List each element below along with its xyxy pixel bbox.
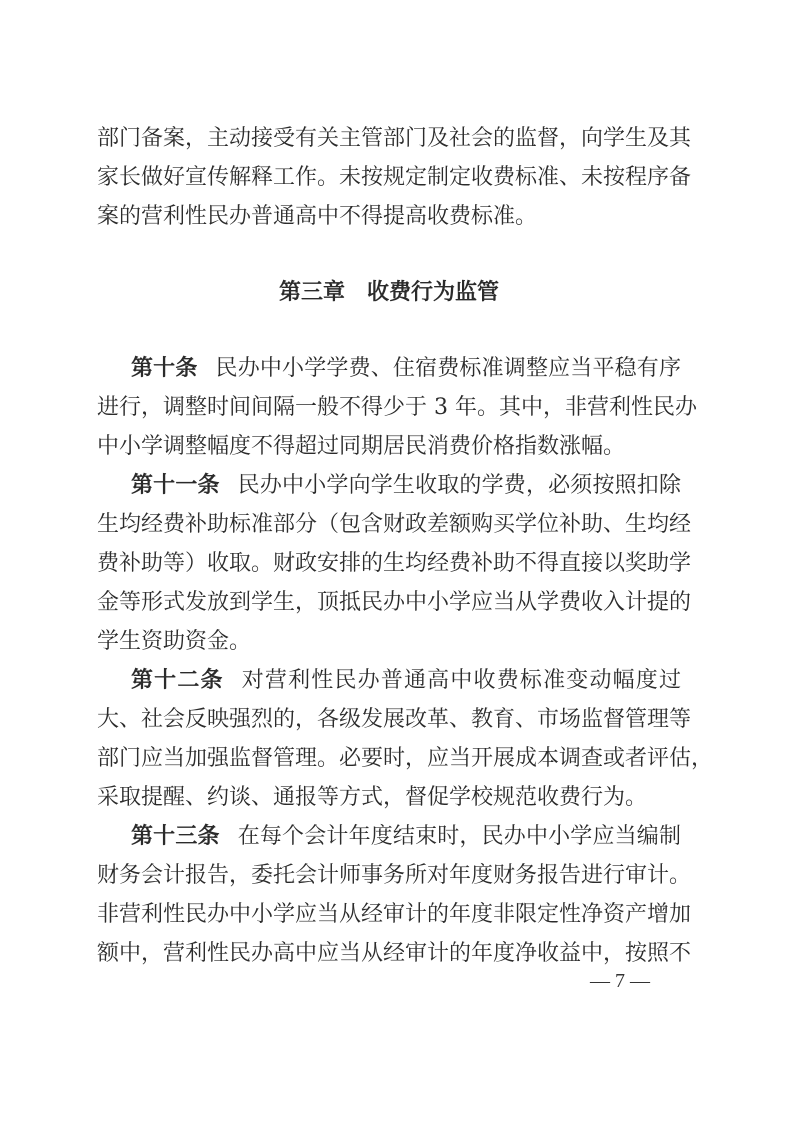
text-line: 费补助等）收取。财政安排的生均经费补助不得直接以奖助学 [97, 551, 692, 576]
article-paragraph [97, 466, 692, 661]
text-line: 部门备案，主动接受有关主管部门及社会的监督，向学生及其 [97, 126, 692, 151]
article-label: 第十条 [131, 356, 198, 381]
text-line: 大、社会反映强烈的，各级发展改革、教育、市场监督管理等 [97, 707, 692, 732]
article-label: 第十二条 [131, 668, 224, 693]
article-paragraph [97, 661, 714, 817]
text-line [97, 466, 681, 505]
articles [97, 349, 714, 973]
article-text: 在每个会计年度结束时，民办中小学应当编制 [237, 824, 681, 849]
page-number: — 7 — [590, 970, 650, 992]
text-line: 进行，调整时间间隔一般不得少于 3 年。其中，非营利性民办 [97, 395, 697, 420]
article-text: 民办中小学学费、住宿费标准调整应当平稳有序 [215, 356, 681, 381]
continuation-paragraph [97, 119, 692, 236]
article-label: 第十三条 [131, 824, 220, 849]
text-line: 非营利性民办中小学应当从经审计的年度非限定性净资产增加 [97, 902, 692, 927]
article-text: 民办中小学向学生收取的学费，必须按照扣除 [237, 473, 681, 498]
article-text: 对营利性民办普通高中收费标准变动幅度过 [241, 668, 681, 693]
text-line: 生均经费补助标准部分（包含财政差额购买学位补助、生均经 [97, 512, 692, 537]
text-line: 部门应当加强监督管理。必要时，应当开展成本调查或者评估， [97, 746, 714, 771]
article-paragraph [97, 349, 697, 466]
chapter-heading: 第三章 收费行为监管 [278, 280, 499, 305]
text-line: 采取提醒、约谈、通报等方式，督促学校规范收费行为。 [97, 785, 648, 810]
text-line [97, 661, 681, 700]
article-label: 第十一条 [131, 473, 220, 498]
text-line: 中小学调整幅度不得超过同期居民消费价格指数涨幅。 [97, 434, 626, 459]
article-paragraph [97, 817, 692, 973]
text-line [97, 349, 681, 388]
text-line: 案的营利性民办普通高中不得提高收费标准。 [97, 204, 538, 229]
text-line: 金等形式发放到学生，顶抵民办中小学应当从学费收入计提的 [97, 590, 692, 615]
text-line: 学生资助资金。 [97, 629, 252, 654]
text-line: 家长做好宣传解释工作。未按规定制定收费标准、未按程序备 [97, 165, 692, 190]
text-line: 财务会计报告，委托会计师事务所对年度财务报告进行审计。 [97, 863, 692, 888]
text-line [97, 817, 681, 856]
text-line: 额中，营利性民办高中应当从经审计的年度净收益中，按照不 [97, 941, 692, 966]
